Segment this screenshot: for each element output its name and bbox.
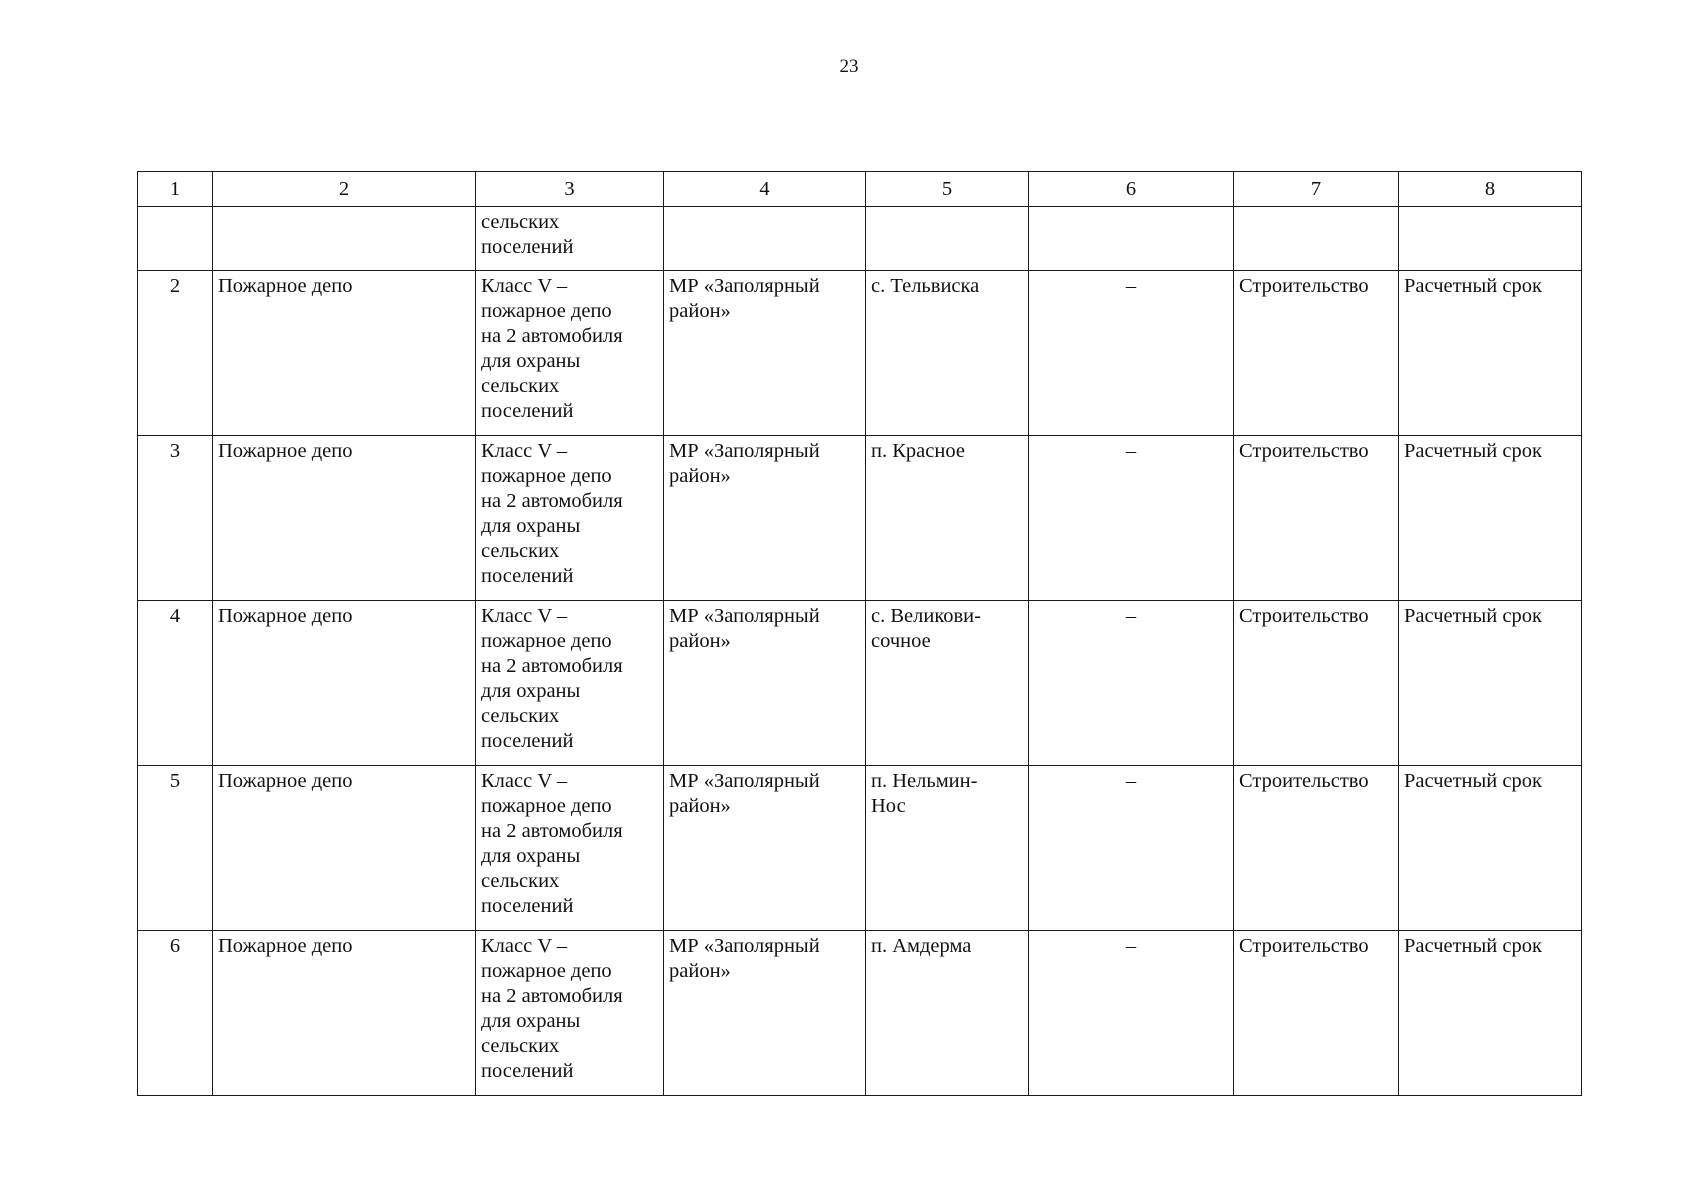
object-cell: Пожарное депо: [213, 766, 476, 931]
row-number-cell: 3: [138, 436, 213, 601]
description-line: сельских: [481, 870, 560, 892]
municipality-line: МР «Заполярный: [669, 440, 820, 462]
description-cell: [476, 271, 664, 436]
table-cell: [213, 207, 476, 271]
municipality-line: МР «Заполярный: [669, 605, 820, 627]
description-line: поселений: [481, 1060, 574, 1082]
action-cell: Строительство: [1234, 601, 1399, 766]
description-line: на 2 автомобиля: [481, 655, 623, 677]
municipality-line: МР «Заполярный: [669, 770, 820, 792]
location-line: п. Нельмин-: [871, 770, 978, 792]
column-header: 2: [213, 172, 476, 207]
term-cell: Расчетный срок: [1399, 601, 1582, 766]
description-line: Класс V –: [481, 770, 568, 792]
action-cell: Строительство: [1234, 436, 1399, 601]
column-header: 7: [1234, 172, 1399, 207]
description-line: Класс V –: [481, 440, 568, 462]
description-line: сельских: [481, 211, 560, 233]
table-row: [138, 931, 1582, 1096]
municipality-line: район»: [669, 465, 731, 487]
table-body: [138, 172, 1582, 1096]
description-line: поселений: [481, 400, 574, 422]
municipality-line: МР «Заполярный: [669, 275, 820, 297]
column-header: 3: [476, 172, 664, 207]
description-line: пожарное депо: [481, 630, 612, 652]
municipality-cell: [664, 436, 866, 601]
column-header: 8: [1399, 172, 1582, 207]
location-line: п. Амдерма: [871, 935, 972, 957]
description-cell: [476, 436, 664, 601]
description-line: поселений: [481, 895, 574, 917]
location-cell: [866, 601, 1029, 766]
row-number-cell: 6: [138, 931, 213, 1096]
column6-cell: –: [1029, 601, 1234, 766]
description-line: для охраны: [481, 1010, 581, 1032]
column-header: 1: [138, 172, 213, 207]
description-line: на 2 автомобиля: [481, 820, 623, 842]
page-number: 23: [839, 56, 859, 77]
description-line: сельских: [481, 705, 560, 727]
description-cell: [476, 601, 664, 766]
location-cell: [866, 436, 1029, 601]
description-cell: [476, 207, 664, 271]
description-line: пожарное депо: [481, 795, 612, 817]
description-line: Класс V –: [481, 605, 568, 627]
term-cell: Расчетный срок: [1399, 766, 1582, 931]
description-line: для охраны: [481, 845, 581, 867]
column6-cell: –: [1029, 436, 1234, 601]
description-line: для охраны: [481, 515, 581, 537]
object-cell: Пожарное депо: [213, 271, 476, 436]
column6-cell: –: [1029, 271, 1234, 436]
description-line: пожарное депо: [481, 300, 612, 322]
description-line: для охраны: [481, 680, 581, 702]
table-cell: [866, 207, 1029, 271]
table-row: [138, 601, 1582, 766]
table-cell: [1029, 207, 1234, 271]
table-row: [138, 766, 1582, 931]
location-line: Нос: [871, 795, 906, 817]
action-cell: Строительство: [1234, 766, 1399, 931]
municipality-cell: [664, 271, 866, 436]
object-cell: Пожарное депо: [213, 931, 476, 1096]
municipality-cell: [664, 931, 866, 1096]
location-line: п. Красное: [871, 440, 965, 462]
description-line: для охраны: [481, 350, 581, 372]
column-header: 6: [1029, 172, 1234, 207]
location-line: сочное: [871, 630, 931, 652]
description-cell: [476, 931, 664, 1096]
municipality-line: район»: [669, 960, 731, 982]
object-cell: Пожарное депо: [213, 601, 476, 766]
column-header: 4: [664, 172, 866, 207]
location-line: с. Тельвиска: [871, 275, 980, 297]
municipality-line: район»: [669, 630, 731, 652]
description-line: поселений: [481, 565, 574, 587]
infrastructure-table: [137, 171, 1582, 1096]
municipality-line: район»: [669, 300, 731, 322]
description-line: сельских: [481, 1035, 560, 1057]
table-row: [138, 436, 1582, 601]
location-cell: [866, 931, 1029, 1096]
description-line: Класс V –: [481, 275, 568, 297]
description-line: поселений: [481, 730, 574, 752]
description-line: на 2 автомобиля: [481, 985, 623, 1007]
continuation-row: [138, 207, 1582, 271]
row-number-cell: 5: [138, 766, 213, 931]
row-number-cell: 4: [138, 601, 213, 766]
description-line: поселений: [481, 236, 574, 258]
column6-cell: –: [1029, 766, 1234, 931]
description-line: сельских: [481, 375, 560, 397]
location-line: с. Великови-: [871, 605, 981, 627]
municipality-line: район»: [669, 795, 731, 817]
action-cell: Строительство: [1234, 931, 1399, 1096]
description-line: пожарное депо: [481, 960, 612, 982]
term-cell: Расчетный срок: [1399, 931, 1582, 1096]
municipality-line: МР «Заполярный: [669, 935, 820, 957]
municipality-cell: [664, 766, 866, 931]
object-cell: Пожарное депо: [213, 436, 476, 601]
table-cell: [1399, 207, 1582, 271]
description-cell: [476, 766, 664, 931]
table-cell: [1234, 207, 1399, 271]
table-header-row: [138, 172, 1582, 207]
description-line: на 2 автомобиля: [481, 490, 623, 512]
location-cell: [866, 271, 1029, 436]
description-line: сельских: [481, 540, 560, 562]
action-cell: Строительство: [1234, 271, 1399, 436]
term-cell: Расчетный срок: [1399, 436, 1582, 601]
municipality-cell: [664, 601, 866, 766]
column-header: 5: [866, 172, 1029, 207]
column6-cell: –: [1029, 931, 1234, 1096]
location-cell: [866, 766, 1029, 931]
description-line: Класс V –: [481, 935, 568, 957]
table-row: [138, 271, 1582, 436]
table-cell: [138, 207, 213, 271]
description-line: на 2 автомобиля: [481, 325, 623, 347]
table-cell: [664, 207, 866, 271]
description-line: пожарное депо: [481, 465, 612, 487]
term-cell: Расчетный срок: [1399, 271, 1582, 436]
row-number-cell: 2: [138, 271, 213, 436]
